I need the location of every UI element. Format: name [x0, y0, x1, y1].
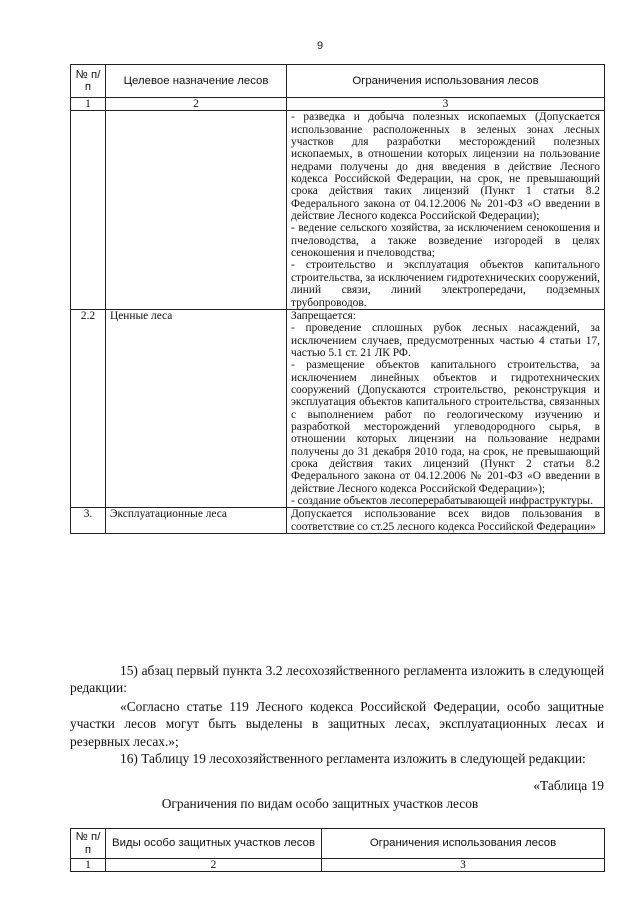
header-restrictions: Ограничения использования лесов: [322, 829, 605, 859]
restriction-item: - создание объектов лесоперерабатывающей инфраструктуры.: [291, 495, 593, 507]
restriction-item: - строительство и эксплуатация объектов капитального строительства, за исключением гидротехнических сооружений, линий связи, линий электропередачи, подземных трубопроводов.: [291, 259, 600, 309]
table-row: [71, 309, 605, 508]
index-cell: 2: [106, 98, 287, 111]
table-19-label: «Таблица 19: [533, 778, 604, 793]
restriction-item: Допускается использование всех видов пользования в соответствие со ст.25 лесного кодекса Российской Федерации»: [291, 508, 600, 533]
restriction-item: - ведение сельского хозяйства, за исключением сенокошения и пчеловодства, а также возведение изгородей в целях сенокошения и пчеловодства;: [291, 222, 600, 260]
table-header-row: [71, 65, 605, 98]
index-cell: 1: [71, 98, 106, 111]
table-index-row: [71, 98, 605, 111]
restriction-item: - размещение объектов капитального строительства, за исключением линейных объектов и гидротехнических сооружений (Допускаются строительство, реконструкция и эксплуатация объектов капитального строительства, связанных с выполнением работ по геологическому изучению и разработкой месторождений углеводородного сырья, в отношении которых лицензии на пользование недрами получены до 31 декабря 2010 года, на срок, не превышающий срока действия таких лицензий (Пункт 2 статьи 8.2 Федерального закона от 04.12.2006 № 201-ФЗ «О введении в действие Лесного кодекса Российской Федерации»);: [291, 359, 600, 495]
index-cell: 3: [287, 98, 605, 111]
row-num: 2.2: [71, 309, 106, 508]
row-restrictions: [287, 508, 605, 534]
header-zone-types: Виды особо защитных участков лесов: [106, 829, 322, 859]
restrictions-table: [70, 64, 605, 534]
table-header-row: [71, 829, 605, 859]
header-num: № п/п: [71, 65, 106, 98]
row-num: [71, 111, 106, 310]
row-purpose: [106, 111, 287, 310]
table-row: [71, 508, 605, 534]
paragraph-16: 16) Таблицу 19 лесохозяйственного регламента изложить в следующей редакции:: [120, 751, 586, 766]
row-num: 3.: [71, 508, 106, 534]
page-number: 9: [316, 40, 324, 52]
table-row: [71, 111, 605, 310]
row-restrictions: [287, 309, 605, 508]
index-cell: 3: [322, 859, 605, 872]
restriction-item: Запрещается:: [291, 309, 356, 322]
row-restrictions: [287, 111, 605, 310]
table-index-row: [71, 859, 605, 872]
table-19: [70, 828, 605, 872]
index-cell: 1: [71, 859, 106, 872]
row-purpose: Эксплуатационные леса: [106, 508, 287, 534]
header-purpose: Целевое назначение лесов: [106, 65, 287, 98]
header-num: № п/п: [71, 829, 106, 859]
restriction-item: - проведение сплошных рубок лесных насаждений, за исключением случаев, предусмотренных частью 4 статьи 17, частью 5.1 ст. 21 ЛК РФ.: [291, 322, 600, 359]
header-restrictions: Ограничения использования лесов: [287, 65, 605, 98]
table-19-title: Ограничения по видам особо защитных участков лесов: [161, 796, 479, 811]
index-cell: 2: [106, 859, 322, 872]
restriction-item: - разведка и добыча полезных ископаемых (Допускается использование расположенных в зеленых зонах лесных участков для разработки месторождений полезных ископаемых, в отношении которых лицензии на пользование недрами получены до дня введения в действие Лесного кодекса Российской Федерации, на срок, не превышающий срока действия таких лицензий (Пункт 1 статьи 8.2 Федерального закона от 04.12.2006 № 201-ФЗ «О введении в действие Лесного кодекса Российской Федерации);: [291, 111, 600, 223]
row-purpose: Ценные леса: [106, 309, 287, 508]
quote-paragraph: «Согласно статье 119 Лесного кодекса Российской Федерации, особо защитные участки лесов могут быть выделены в защитных лесах, эксплуатационных лесах и резервных лесах.»;: [70, 699, 604, 749]
paragraph-15: 15) абзац первый пункта 3.2 лесохозяйственного регламента изложить в следующей редакции:: [70, 663, 604, 696]
